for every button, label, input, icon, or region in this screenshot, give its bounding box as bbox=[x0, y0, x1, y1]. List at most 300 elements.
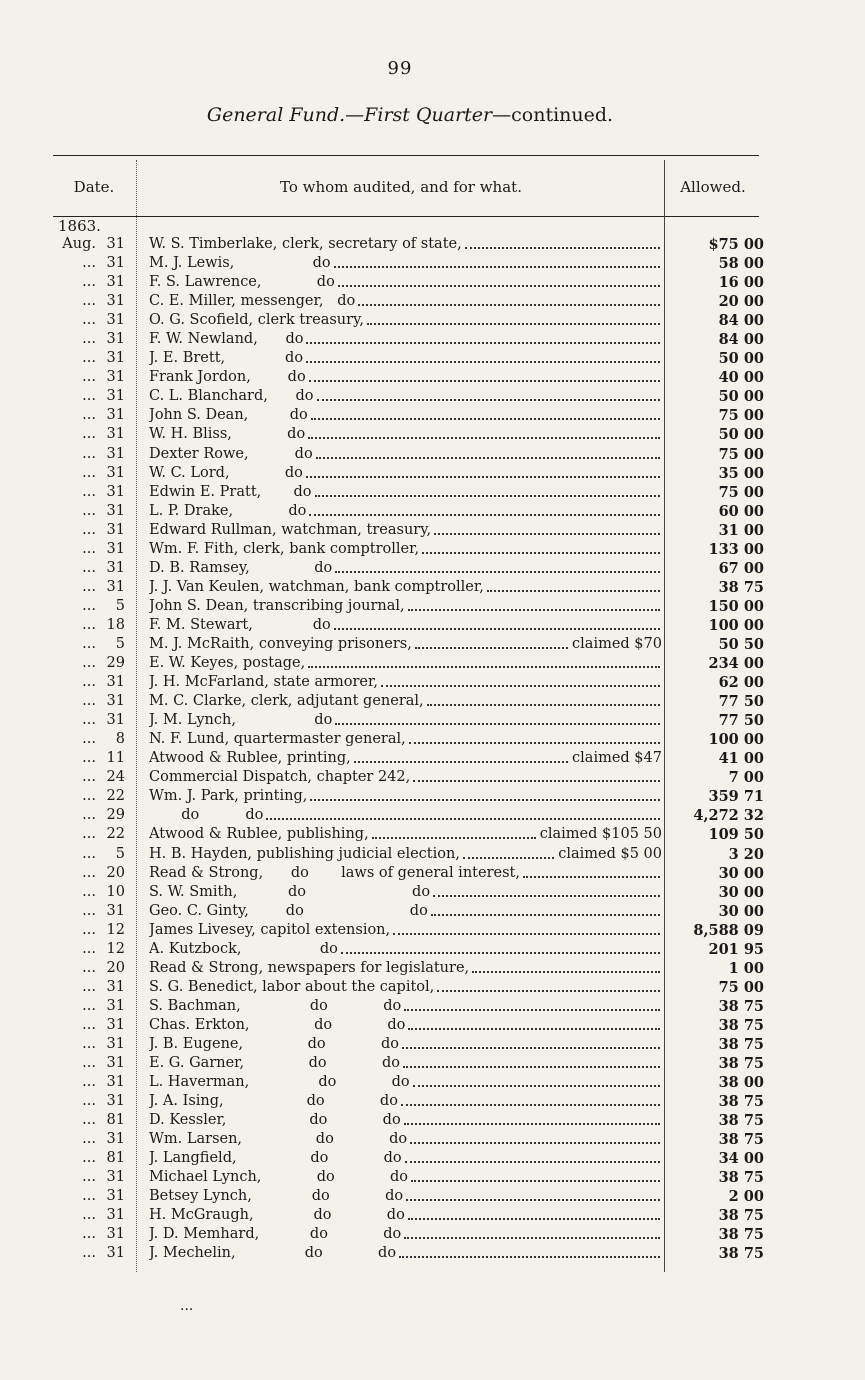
row-payee-text: Edward Rullman, watchman, treasury, bbox=[149, 521, 432, 538]
row-payee-text: D. B. Ramsey, do bbox=[149, 559, 333, 576]
table-row bbox=[40, 445, 770, 464]
row-payee-text: John S. Dean, do bbox=[149, 407, 308, 424]
row-amount-allowed: 34 00 bbox=[718, 1150, 764, 1168]
row-payee-text: J. H. McFarland, state armorer, bbox=[149, 674, 378, 691]
row-amount-allowed: 109 50 bbox=[708, 826, 764, 844]
row-month: ... bbox=[82, 578, 96, 595]
row-leader-dots bbox=[381, 673, 660, 687]
row-leader-dots bbox=[405, 1149, 660, 1163]
row-day: 31 bbox=[106, 1131, 125, 1148]
table-row bbox=[40, 1111, 770, 1130]
table-row bbox=[40, 845, 770, 864]
row-amount-allowed: 38 75 bbox=[718, 1131, 764, 1149]
row-leader-dots bbox=[335, 711, 660, 725]
row-month: ... bbox=[82, 1093, 96, 1110]
row-description bbox=[149, 787, 662, 806]
row-amount-allowed: 67 00 bbox=[718, 559, 764, 577]
table-row bbox=[40, 1225, 770, 1244]
row-claimed-note: claimed $47 bbox=[572, 750, 662, 767]
row-amount-allowed: 150 00 bbox=[708, 597, 764, 615]
row-leader-dots bbox=[415, 635, 568, 649]
row-payee-text: W. C. Lord, do bbox=[149, 464, 303, 481]
row-amount-allowed: 133 00 bbox=[708, 540, 764, 558]
row-day: 31 bbox=[106, 483, 125, 500]
row-description bbox=[149, 1206, 662, 1225]
row-month: ... bbox=[82, 978, 96, 995]
row-amount-allowed: 75 00 bbox=[718, 978, 764, 996]
row-description bbox=[149, 1187, 662, 1206]
row-month: ... bbox=[82, 635, 96, 652]
row-payee-text: C. E. Miller, messenger, do bbox=[149, 293, 356, 310]
row-amount-allowed: 38 75 bbox=[718, 1226, 764, 1244]
row-description bbox=[149, 1225, 662, 1244]
row-day: 31 bbox=[106, 331, 125, 348]
row-leader-dots bbox=[409, 730, 660, 744]
row-day: 31 bbox=[106, 274, 125, 291]
table-row bbox=[40, 940, 770, 959]
row-description bbox=[149, 1130, 662, 1149]
row-day: 31 bbox=[106, 369, 125, 386]
table-row bbox=[40, 1035, 770, 1054]
table-row bbox=[40, 1206, 770, 1225]
row-payee-text: Chas. Erkton, do do bbox=[149, 1016, 406, 1033]
row-month: ... bbox=[82, 921, 96, 938]
row-month: ... bbox=[82, 312, 96, 329]
row-payee-text: C. L. Blanchard, do bbox=[149, 388, 314, 405]
row-description bbox=[149, 940, 662, 959]
row-amount-allowed: 30 00 bbox=[718, 864, 764, 882]
table-row bbox=[40, 1054, 770, 1073]
row-day: 31 bbox=[106, 502, 125, 519]
row-leader-dots bbox=[341, 940, 660, 954]
table-row bbox=[40, 978, 770, 997]
row-day: 31 bbox=[106, 540, 125, 557]
row-day: 31 bbox=[106, 1035, 125, 1052]
row-leader-dots bbox=[431, 902, 660, 916]
row-description bbox=[149, 1054, 662, 1073]
row-leader-dots bbox=[404, 1111, 660, 1125]
row-payee-text: Geo. C. Ginty, do do bbox=[149, 902, 428, 919]
row-month: ... bbox=[82, 464, 96, 481]
row-day: 11 bbox=[106, 750, 125, 767]
row-day: 31 bbox=[106, 1188, 125, 1205]
row-description bbox=[149, 1035, 662, 1054]
row-leader-dots bbox=[410, 1130, 660, 1144]
row-leader-dots bbox=[334, 616, 660, 630]
row-leader-dots bbox=[306, 464, 660, 478]
row-leader-dots bbox=[487, 578, 660, 592]
row-month: ... bbox=[82, 445, 96, 462]
row-amount-allowed: 38 00 bbox=[718, 1074, 764, 1092]
row-day: 31 bbox=[106, 1169, 125, 1186]
row-description bbox=[149, 445, 662, 464]
table-row bbox=[40, 1130, 770, 1149]
row-amount-allowed: 38 75 bbox=[718, 1169, 764, 1187]
row-month: ... bbox=[82, 1131, 96, 1148]
row-month: ... bbox=[82, 388, 96, 405]
row-description bbox=[149, 997, 662, 1016]
row-day: 31 bbox=[106, 1245, 125, 1262]
row-description bbox=[149, 540, 662, 559]
row-payee-text: do do bbox=[149, 807, 264, 824]
row-month: ... bbox=[82, 331, 96, 348]
row-month: ... bbox=[82, 807, 96, 824]
row-leader-dots bbox=[338, 273, 660, 287]
row-leader-dots bbox=[433, 883, 660, 897]
table-row bbox=[40, 521, 770, 540]
row-amount-allowed: 84 00 bbox=[718, 331, 764, 349]
row-month: ... bbox=[82, 274, 96, 291]
row-leader-dots bbox=[408, 597, 660, 611]
row-leader-dots bbox=[402, 1035, 660, 1049]
row-amount-allowed: 35 00 bbox=[718, 464, 764, 482]
row-description bbox=[149, 635, 662, 654]
row-payee-text: John S. Dean, transcribing journal, bbox=[149, 597, 405, 614]
row-day: 31 bbox=[106, 236, 125, 252]
row-payee-text: M. J. Lewis, do bbox=[149, 255, 331, 272]
column-header-allowed: Allowed. bbox=[680, 178, 746, 196]
row-payee-text: Michael Lynch, do do bbox=[149, 1169, 409, 1186]
table-row bbox=[40, 1092, 770, 1111]
row-amount-allowed: 38 75 bbox=[718, 1055, 764, 1073]
row-leader-dots bbox=[413, 1073, 660, 1087]
table-row bbox=[40, 730, 770, 749]
row-leader-dots bbox=[523, 864, 660, 878]
row-amount-allowed: 50 00 bbox=[718, 350, 764, 368]
row-payee-text: J. M. Lynch, do bbox=[149, 712, 333, 729]
row-payee-text: Dexter Rowe, do bbox=[149, 445, 313, 462]
row-month: ... bbox=[82, 997, 96, 1014]
row-claimed-note: claimed $105 50 bbox=[539, 826, 662, 843]
table-row bbox=[40, 254, 770, 273]
row-leader-dots bbox=[309, 368, 660, 382]
row-description bbox=[149, 654, 662, 673]
row-amount-allowed: 38 75 bbox=[718, 1245, 764, 1263]
row-leader-dots bbox=[465, 235, 660, 249]
row-payee-text: Atwood & Rublee, printing, bbox=[149, 750, 351, 767]
row-day: 8 bbox=[115, 731, 125, 748]
row-leader-dots bbox=[372, 825, 536, 839]
row-month: ... bbox=[82, 788, 96, 805]
row-day: 31 bbox=[106, 407, 125, 424]
row-month: ... bbox=[82, 750, 96, 767]
row-leader-dots bbox=[316, 445, 660, 459]
row-leader-dots bbox=[401, 1092, 660, 1106]
row-month: ... bbox=[82, 616, 96, 633]
row-month: ... bbox=[82, 674, 96, 691]
row-description bbox=[149, 825, 662, 844]
row-month: ... bbox=[82, 407, 96, 424]
row-payee-text: Read & Strong, newspapers for legislature, bbox=[149, 959, 470, 976]
row-amount-allowed: 62 00 bbox=[718, 674, 764, 692]
table-row bbox=[40, 883, 770, 902]
row-day: 31 bbox=[106, 559, 125, 576]
row-month: ... bbox=[82, 350, 96, 367]
row-month: ... bbox=[82, 940, 96, 957]
row-day: 31 bbox=[106, 674, 125, 691]
row-amount-allowed: 58 00 bbox=[718, 255, 764, 273]
row-month: ... bbox=[82, 902, 96, 919]
row-payee-text: F. S. Lawrence, do bbox=[149, 274, 335, 291]
trailing-mark: ... bbox=[180, 1298, 194, 1314]
row-leader-dots bbox=[358, 292, 660, 306]
row-payee-text: Frank Jordon, do bbox=[149, 369, 306, 386]
row-payee-text: W. S. Timberlake, clerk, secretary of state, bbox=[149, 236, 462, 252]
row-description bbox=[149, 349, 662, 368]
table-row bbox=[40, 787, 770, 806]
row-day: 31 bbox=[106, 1207, 125, 1224]
row-leader-dots bbox=[463, 845, 554, 859]
row-leader-dots bbox=[354, 749, 568, 763]
row-amount-allowed: 30 00 bbox=[718, 902, 764, 920]
row-month: ... bbox=[82, 1150, 96, 1167]
row-description bbox=[149, 483, 662, 502]
row-description bbox=[149, 845, 662, 864]
row-amount-allowed: 60 00 bbox=[718, 502, 764, 520]
row-description bbox=[149, 864, 662, 883]
row-month: ... bbox=[82, 1226, 96, 1243]
row-amount-allowed: $75 00 bbox=[708, 236, 764, 253]
row-amount-allowed: 50 00 bbox=[718, 388, 764, 406]
row-amount-allowed: 31 00 bbox=[718, 521, 764, 539]
table-row bbox=[40, 654, 770, 673]
row-description bbox=[149, 1111, 662, 1130]
row-description bbox=[149, 235, 662, 254]
row-description bbox=[149, 959, 662, 978]
row-payee-text: J. E. Brett, do bbox=[149, 350, 304, 367]
row-leader-dots bbox=[404, 997, 660, 1011]
row-amount-allowed: 75 00 bbox=[718, 483, 764, 501]
row-month: ... bbox=[82, 426, 96, 443]
table-row bbox=[40, 425, 770, 444]
row-description bbox=[149, 387, 662, 406]
table-row bbox=[40, 1149, 770, 1168]
row-day: 31 bbox=[106, 255, 125, 272]
row-payee-text: Commercial Dispatch, chapter 242, bbox=[149, 769, 411, 786]
table-row bbox=[40, 959, 770, 978]
row-month: ... bbox=[82, 845, 96, 862]
row-day: 81 bbox=[106, 1112, 125, 1129]
row-payee-text: J. Mechelin, do do bbox=[149, 1245, 397, 1262]
row-description bbox=[149, 273, 662, 292]
table-row bbox=[40, 1016, 770, 1035]
row-leader-dots bbox=[315, 483, 660, 497]
row-payee-text: J. B. Eugene, do do bbox=[149, 1035, 399, 1052]
row-month: ... bbox=[82, 655, 96, 672]
row-day: 29 bbox=[106, 655, 125, 672]
table-row bbox=[40, 768, 770, 787]
row-amount-allowed: 38 75 bbox=[718, 1112, 764, 1130]
row-description bbox=[149, 692, 662, 711]
table-top-rule bbox=[53, 155, 759, 156]
row-amount-allowed: 84 00 bbox=[718, 312, 764, 330]
table-row bbox=[40, 235, 770, 254]
row-amount-allowed: 7 00 bbox=[728, 769, 764, 787]
row-day: 5 bbox=[115, 845, 125, 862]
row-description bbox=[149, 768, 662, 787]
row-month: ... bbox=[82, 1074, 96, 1091]
table-row bbox=[40, 902, 770, 921]
heading-fund-quarter: General Fund.—First Quarter bbox=[206, 104, 493, 126]
row-amount-allowed: 8,588 09 bbox=[693, 921, 764, 939]
row-leader-dots bbox=[309, 502, 660, 516]
row-amount-allowed: 77 50 bbox=[718, 693, 764, 711]
table-row bbox=[40, 673, 770, 692]
row-amount-allowed: 75 00 bbox=[718, 445, 764, 463]
table-row bbox=[40, 464, 770, 483]
table-row bbox=[40, 273, 770, 292]
row-leader-dots bbox=[427, 692, 660, 706]
row-description bbox=[149, 254, 662, 273]
row-description bbox=[149, 597, 662, 616]
row-month: ... bbox=[82, 597, 96, 614]
row-amount-allowed: 41 00 bbox=[718, 750, 764, 768]
row-payee-text: James Livesey, capitol extension, bbox=[149, 921, 391, 938]
row-description bbox=[149, 311, 662, 330]
row-month: ... bbox=[82, 369, 96, 386]
row-description bbox=[149, 1168, 662, 1187]
row-amount-allowed: 234 00 bbox=[708, 655, 764, 673]
row-description bbox=[149, 749, 662, 768]
row-day: 5 bbox=[115, 597, 125, 614]
row-description bbox=[149, 1149, 662, 1168]
row-payee-text: Betsey Lynch, do do bbox=[149, 1188, 404, 1205]
row-day: 10 bbox=[106, 883, 125, 900]
row-payee-text: N. F. Lund, quartermaster general, bbox=[149, 731, 406, 748]
year-label: 1863. bbox=[58, 217, 101, 235]
row-month: ... bbox=[82, 1055, 96, 1072]
row-month: ... bbox=[82, 883, 96, 900]
table-header-rule bbox=[53, 216, 759, 217]
row-description bbox=[149, 425, 662, 444]
row-claimed-note: claimed $5 00 bbox=[558, 845, 662, 862]
row-payee-text: H. McGraugh, do do bbox=[149, 1207, 405, 1224]
row-payee-text: O. G. Scofield, clerk treasury, bbox=[149, 312, 364, 329]
row-amount-allowed: 359 71 bbox=[708, 788, 764, 806]
row-day: 31 bbox=[106, 978, 125, 995]
row-month: ... bbox=[82, 1188, 96, 1205]
row-payee-text: S. Bachman, do do bbox=[149, 997, 402, 1014]
row-amount-allowed: 16 00 bbox=[718, 274, 764, 292]
row-day: 31 bbox=[106, 464, 125, 481]
row-day: 81 bbox=[106, 1150, 125, 1167]
row-amount-allowed: 100 00 bbox=[708, 616, 764, 634]
row-day: 24 bbox=[106, 769, 125, 786]
row-month: ... bbox=[82, 1035, 96, 1052]
row-day: 5 bbox=[115, 635, 125, 652]
row-month: ... bbox=[82, 731, 96, 748]
row-month: ... bbox=[82, 712, 96, 729]
row-day: 31 bbox=[106, 388, 125, 405]
row-day: 31 bbox=[106, 521, 125, 538]
row-month: ... bbox=[82, 959, 96, 976]
row-amount-allowed: 3 20 bbox=[728, 845, 764, 863]
column-header-description: To whom audited, and for what. bbox=[280, 178, 522, 196]
row-description bbox=[149, 1016, 662, 1035]
row-payee-text: J. J. Van Keulen, watchman, bank comptroller, bbox=[149, 578, 484, 595]
row-leader-dots bbox=[408, 1206, 660, 1220]
row-month: ... bbox=[82, 540, 96, 557]
row-leader-dots bbox=[317, 387, 660, 401]
row-payee-text: A. Kutzbock, do bbox=[149, 940, 338, 957]
row-payee-text: H. B. Hayden, publishing judicial election, bbox=[149, 845, 460, 862]
row-day: 31 bbox=[106, 693, 125, 710]
row-payee-text: Wm. Larsen, do do bbox=[149, 1131, 408, 1148]
row-day: 18 bbox=[106, 616, 125, 633]
row-amount-allowed: 40 00 bbox=[718, 369, 764, 387]
row-payee-text: W. H. Bliss, do bbox=[149, 426, 306, 443]
row-leader-dots bbox=[472, 959, 660, 973]
column-header-date: Date. bbox=[73, 178, 115, 196]
row-payee-text: Read & Strong, do laws of general interest, bbox=[149, 864, 520, 881]
table-row bbox=[40, 387, 770, 406]
row-day: 29 bbox=[106, 807, 125, 824]
table-row bbox=[40, 616, 770, 635]
row-description bbox=[149, 883, 662, 902]
table-row bbox=[40, 483, 770, 502]
row-month: ... bbox=[82, 1016, 96, 1033]
row-description bbox=[149, 711, 662, 730]
row-leader-dots bbox=[408, 1016, 660, 1030]
row-leader-dots bbox=[335, 559, 660, 573]
row-payee-text: Wm. J. Park, printing, bbox=[149, 788, 308, 805]
row-amount-allowed: 38 75 bbox=[718, 1035, 764, 1053]
row-amount-allowed: 38 75 bbox=[718, 1207, 764, 1225]
row-day: 31 bbox=[106, 997, 125, 1014]
row-leader-dots bbox=[308, 654, 660, 668]
table-row bbox=[40, 635, 770, 654]
row-amount-allowed: 50 50 bbox=[718, 635, 764, 653]
table-row bbox=[40, 311, 770, 330]
row-day: 31 bbox=[106, 293, 125, 310]
row-day: 20 bbox=[106, 959, 125, 976]
row-amount-allowed: 30 00 bbox=[718, 883, 764, 901]
row-month: ... bbox=[82, 502, 96, 519]
table-row bbox=[40, 330, 770, 349]
table-row bbox=[40, 1244, 770, 1263]
row-day: 31 bbox=[106, 350, 125, 367]
table-row bbox=[40, 406, 770, 425]
row-leader-dots bbox=[334, 254, 660, 268]
row-description bbox=[149, 806, 662, 825]
table-row bbox=[40, 597, 770, 616]
row-leader-dots bbox=[266, 806, 660, 820]
table-row bbox=[40, 368, 770, 387]
row-month: ... bbox=[82, 1245, 96, 1262]
row-description bbox=[149, 521, 662, 540]
row-leader-dots bbox=[404, 1225, 660, 1239]
row-payee-text: J. Langfield, do do bbox=[149, 1150, 402, 1167]
row-month: Aug. bbox=[62, 236, 96, 252]
row-payee-text: Atwood & Rublee, publishing, bbox=[149, 826, 369, 843]
row-payee-text: Edwin E. Pratt, do bbox=[149, 483, 312, 500]
row-leader-dots bbox=[310, 787, 660, 801]
row-description bbox=[149, 502, 662, 521]
row-payee-text: M. C. Clarke, clerk, adjutant general, bbox=[149, 693, 424, 710]
row-amount-allowed: 77 50 bbox=[718, 712, 764, 730]
table-row bbox=[40, 864, 770, 883]
row-month: ... bbox=[82, 693, 96, 710]
table-row bbox=[40, 692, 770, 711]
row-day: 12 bbox=[106, 940, 125, 957]
row-leader-dots bbox=[434, 521, 660, 535]
row-description bbox=[149, 1244, 662, 1263]
row-amount-allowed: 1 00 bbox=[728, 959, 764, 977]
row-amount-allowed: 75 00 bbox=[718, 407, 764, 425]
row-month: ... bbox=[82, 769, 96, 786]
table-row bbox=[40, 502, 770, 521]
row-month: ... bbox=[82, 1112, 96, 1129]
